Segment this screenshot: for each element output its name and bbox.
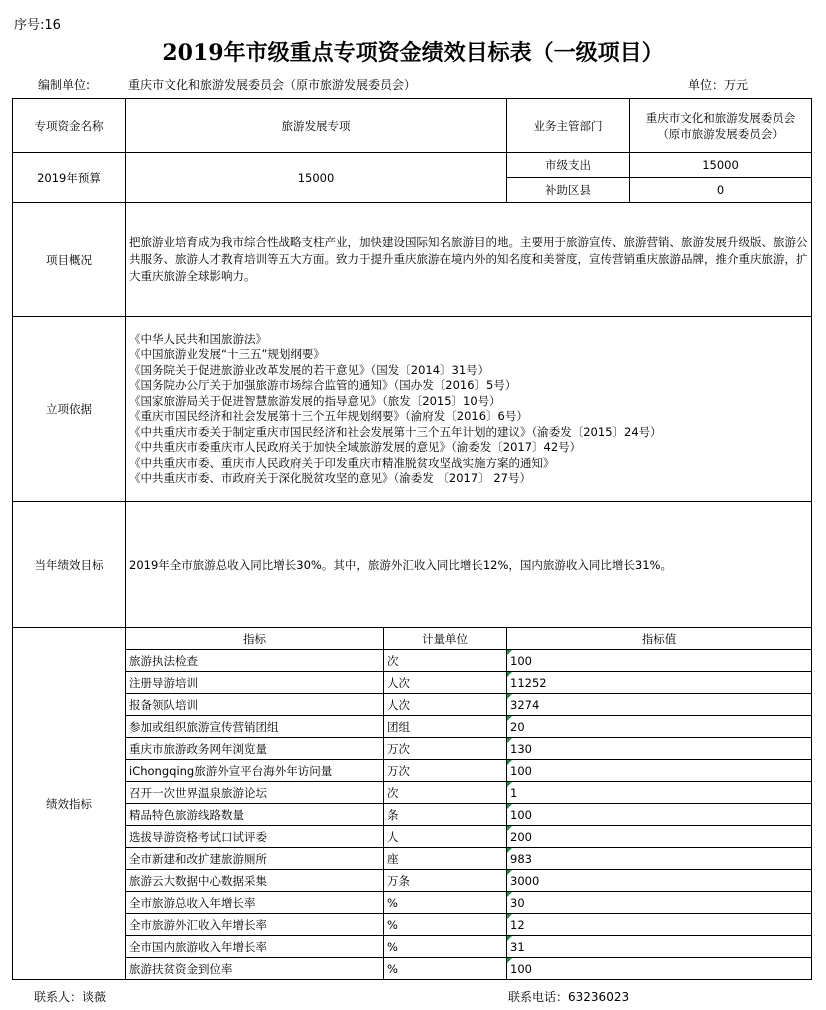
indicator-cell: 报备领队培训 [126, 694, 384, 716]
table-row [13, 672, 812, 694]
indicator-cell: iChongqing旅游外宣平台海外年访问量 [126, 760, 384, 782]
col-indicator: 指标 [126, 628, 384, 650]
unit-cell: 次 [384, 650, 507, 672]
table-row [13, 804, 812, 826]
dept-line-2: （原市旅游发展委员会） [657, 126, 784, 141]
value-cell[interactable] [507, 826, 812, 848]
indicator-cell: 选拔导游资格考试口试评委 [126, 826, 384, 848]
basis-item: 《国务院关于促进旅游业改革发展的若干意见》（国发〔2014〕31号） [129, 362, 490, 377]
value-cell[interactable] [507, 760, 812, 782]
unit-label: 编制单位: [38, 78, 91, 92]
table-row [13, 738, 812, 760]
basis-item: 《中共重庆市委、市政府关于深化脱贫攻坚的意见》（渝委发 〔2017〕 27号） [129, 471, 531, 485]
overview-text: 把旅游业培育成为我市综合性战略支柱产业，加快建设国际知名旅游目的地。主要用于旅游宣传、旅游营销、旅游发展升级版、旅游公共服务、旅游人才教育培训等五大方面。致力于提升重庆旅游在境内外的知名度和美誉度，宣传营销重庆旅游品牌，推介重庆旅游，扩大重庆旅游全球影响力。 [126, 203, 812, 317]
value-cell[interactable] [507, 914, 812, 936]
value-text: 20 [510, 719, 525, 734]
unit-cell: % [384, 914, 507, 936]
subsidy-label: 补助区县 [507, 178, 630, 203]
basis-item: 《重庆市国民经济和社会发展第十三个五年规划纲要》（渝府发〔2016〕6号） [129, 409, 528, 423]
unit-cell: 次 [384, 782, 507, 804]
value-text: 1 [510, 785, 518, 800]
table-row [13, 826, 812, 848]
phone [508, 988, 629, 1005]
table-row [13, 694, 812, 716]
indicator-cell: 全市国内旅游收入年增长率 [126, 936, 384, 958]
contact-label: 联系人： [34, 990, 83, 1004]
dept-label: 业务主管部门 [507, 99, 630, 153]
unit-name: 重庆市文化和旅游发展委员会（原市旅游发展委员会） [128, 78, 417, 92]
goal-text: 2019年全市旅游总收入同比增长30%。其中，旅游外汇收入同比增长12%，国内旅游收入同比增长31%。 [126, 502, 812, 628]
unit-cell: 人 [384, 826, 507, 848]
unit-cell: % [384, 892, 507, 914]
overview-label: 项目概况 [13, 203, 126, 317]
contact [34, 988, 106, 1005]
unit-cell: % [384, 958, 507, 980]
value-text: 31 [510, 939, 525, 954]
value-text: 130 [510, 741, 532, 756]
unit-cell: 人次 [384, 694, 507, 716]
indicator-cell: 参加或组织旅游宣传营销团组 [126, 716, 384, 738]
basis-item: 《国务院办公厅关于加强旅游市场综合监管的通知》（国办发〔2016〕5号） [129, 378, 517, 392]
budget-label: 2019年预算 [13, 153, 126, 203]
value-cell[interactable] [507, 782, 812, 804]
indicator-cell: 注册导游培训 [126, 672, 384, 694]
contact-name: 谈薇 [82, 990, 107, 1004]
value-text: 3274 [510, 697, 540, 712]
table-row [13, 650, 812, 672]
unit-cell: % [384, 936, 507, 958]
value-text: 100 [510, 961, 532, 976]
table-row [13, 760, 812, 782]
indicator-cell: 旅游云大数据中心数据采集 [126, 870, 384, 892]
indicator-cell: 重庆市旅游政务网年浏览量 [126, 738, 384, 760]
unit-cell: 条 [384, 804, 507, 826]
budget-total: 15000 [126, 153, 507, 203]
perf-header-row [13, 628, 812, 650]
indicator-cell: 旅游执法检查 [126, 650, 384, 672]
table-row [13, 716, 812, 738]
value-text: 11252 [510, 675, 547, 690]
col-value: 指标值 [507, 628, 812, 650]
value-cell[interactable] [507, 804, 812, 826]
city-label: 市级支出 [507, 153, 630, 178]
value-cell[interactable] [507, 738, 812, 760]
goal-row [13, 502, 812, 628]
phone-number: 63236023 [568, 990, 630, 1004]
subsidy-value: 0 [630, 178, 812, 203]
unit-cell: 万次 [384, 760, 507, 782]
city-value: 15000 [630, 153, 812, 178]
value-cell[interactable] [507, 694, 812, 716]
basis-item: 《中共重庆市委关于制定重庆市国民经济和社会发展第十三个五年计划的建议》（渝委发〔2015〕24号） [129, 424, 662, 439]
value-text: 200 [510, 829, 532, 844]
basis-item: 《中共重庆市委、重庆市人民政府关于印发重庆市精准脱贫攻坚战实施方案的通知》 [129, 455, 555, 470]
value-cell[interactable] [507, 958, 812, 980]
indicator-cell: 精品特色旅游线路数量 [126, 804, 384, 826]
perf-label: 绩效指标 [13, 628, 126, 980]
value-cell[interactable] [507, 650, 812, 672]
value-cell[interactable] [507, 892, 812, 914]
table-row [13, 936, 812, 958]
basis-row [13, 317, 812, 502]
unit-cell: 人次 [384, 672, 507, 694]
dept-name [630, 99, 812, 153]
indicator-cell: 旅游扶贫资金到位率 [126, 958, 384, 980]
money-unit: 单位：万元 [688, 78, 749, 92]
value-cell[interactable] [507, 672, 812, 694]
table-row [13, 848, 812, 870]
performance-table [12, 98, 812, 980]
value-text: 3000 [510, 873, 540, 888]
basis-item: 《中华人民共和国旅游法》 [129, 331, 267, 346]
table-row [13, 870, 812, 892]
indicator-cell: 全市旅游外汇收入年增长率 [126, 914, 384, 936]
table-row [13, 958, 812, 980]
budget-row [13, 153, 812, 178]
unit-cell: 万次 [384, 738, 507, 760]
basis-item: 《国家旅游局关于促进智慧旅游发展的指导意见》（旅发〔2015〕10号） [129, 393, 501, 408]
goal-label: 当年绩效目标 [13, 502, 126, 628]
page-title: 2019年市级重点专项资金绩效目标表（一级项目） [162, 40, 664, 66]
table-row [13, 892, 812, 914]
basis-item: 《中国旅游业发展“十三五”规划纲要》 [129, 347, 325, 361]
unit-cell: 万条 [384, 870, 507, 892]
value-text: 100 [510, 763, 532, 778]
value-text: 30 [510, 895, 525, 910]
indicator-cell: 全市新建和改扩建旅游厕所 [126, 848, 384, 870]
fund-row [13, 99, 812, 153]
value-text: 12 [510, 917, 525, 932]
value-cell[interactable] [507, 870, 812, 892]
unit-cell: 团组 [384, 716, 507, 738]
overview-row [13, 203, 812, 317]
unit-cell: 座 [384, 848, 507, 870]
basis-label: 立项依据 [13, 317, 126, 502]
serial-number: 序号:16 [14, 18, 61, 33]
fund-name: 旅游发展专项 [126, 99, 507, 153]
col-unit: 计量单位 [384, 628, 507, 650]
basis-item: 《中共重庆市委重庆市人民政府关于加快全域旅游发展的意见》（渝委发〔2017〕42号） [129, 440, 582, 454]
value-cell[interactable] [507, 848, 812, 870]
table-row [13, 914, 812, 936]
value-cell[interactable] [507, 936, 812, 958]
indicator-cell: 召开一次世界温泉旅游论坛 [126, 782, 384, 804]
table-row [13, 782, 812, 804]
value-text: 100 [510, 653, 532, 668]
value-cell[interactable] [507, 716, 812, 738]
dept-line-1: 重庆市文化和旅游发展委员会 [645, 110, 796, 125]
basis-list [126, 317, 812, 502]
fund-name-label: 专项资金名称 [13, 99, 126, 153]
value-text: 983 [510, 851, 532, 866]
indicator-cell: 全市旅游总收入年增长率 [126, 892, 384, 914]
value-text: 100 [510, 807, 532, 822]
phone-label: 联系电话： [508, 990, 569, 1004]
